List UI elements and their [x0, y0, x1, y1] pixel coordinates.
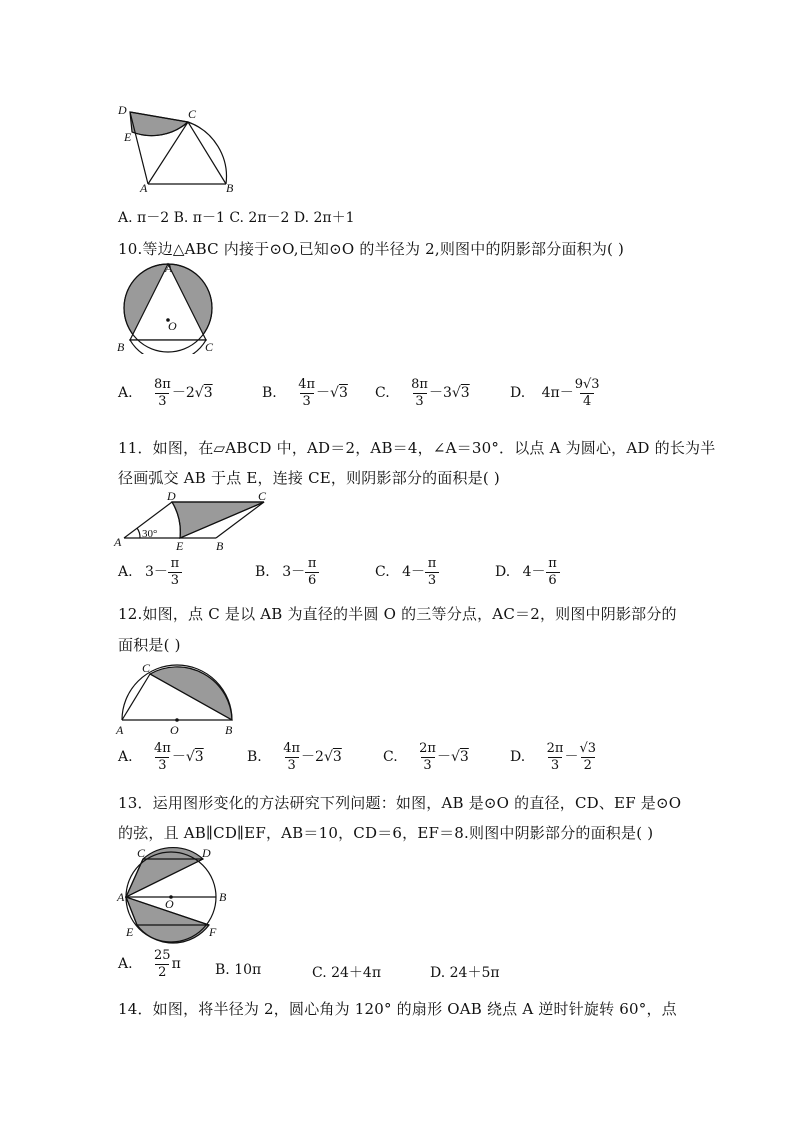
q13-label-a: A [117, 890, 125, 904]
q9-label-b: B [226, 181, 234, 195]
q11-question-line2: 径画弧交 AB 于点 E，连接 CE，则阴影部分的面积是( ) [118, 469, 500, 487]
q11-figure [112, 490, 277, 552]
q13-option-a[interactable]: A. $\frac{25}{2}$ π [118, 948, 181, 980]
q12-shaded-region [150, 667, 232, 720]
q12-label-b: B [225, 723, 233, 737]
q12-question-line1: 12.如图，点 C 是以 AB 为直径的半圆 O 的三等分点，AC＝2，则图中阴影部分的 [118, 605, 677, 623]
q13-label-o: O [165, 897, 174, 911]
q10-label-b: B [117, 340, 125, 354]
q13-option-d[interactable]: D. 24＋5π [430, 965, 500, 981]
q13-option-b[interactable]: B. 10π [215, 962, 262, 978]
q11-option-a[interactable]: A. 3－ $\frac{\pi}{3}$ [118, 557, 182, 587]
q13-question-line1: 13．运用图形变化的方法研究下列问题：如图，AB 是⊙O 的直径，CD、EF 是⊙O [118, 794, 682, 812]
q13-label-f: F [209, 925, 217, 939]
q10-option-a[interactable]: A. $\frac{8\pi}{3}$ －2√3 [118, 377, 213, 409]
q9-label-d: D [118, 103, 127, 117]
q10-label-o: O [168, 319, 177, 333]
q10-option-b[interactable]: B. $\frac{4\pi}{3}$ －√3 [262, 377, 348, 409]
q11-label-angle: 30° [142, 528, 158, 540]
q11-label-e: E [176, 539, 184, 552]
q13-option-c[interactable]: C. 24＋4π [312, 965, 382, 981]
q10-question: 10.等边△ABC 内接于⊙O,已知⊙O 的半径为 2,则图中的阴影部分面积为( ) [118, 240, 625, 258]
q13-label-d: D [202, 846, 211, 860]
q9-figure [112, 100, 247, 195]
q11-option-d[interactable]: D. 4－ $\frac{\pi}{6}$ [495, 557, 560, 587]
q13-figure [112, 845, 242, 945]
q12-question-line2: 面积是( ) [118, 636, 181, 654]
q10-option-c[interactable]: C. $\frac{8\pi}{3}$ －3√3 [375, 377, 470, 409]
q12-label-c: C [142, 661, 151, 675]
q12-option-a[interactable]: A. $\frac{4\pi}{3}$ －√3 [118, 741, 204, 773]
q9-label-a: A [140, 181, 148, 195]
q11-option-c[interactable]: C. 4－ $\frac{\pi}{3}$ [375, 557, 439, 587]
q11-label-a: A [114, 535, 122, 549]
q10-option-d[interactable]: D. 4π－ $\frac{9√3}{4}$ [510, 377, 600, 409]
q13-question-line2: 的弦，且 AB∥CD∥EF，AB＝10，CD＝6，EF＝8.则图中阴影部分的面积是( ) [118, 824, 654, 842]
q13-label-b: B [219, 890, 227, 904]
q12-label-o: O [170, 723, 179, 737]
q10-figure [112, 262, 222, 354]
q12-figure [112, 658, 242, 738]
q10-label-a: A [165, 262, 173, 275]
q11-label-b: B [216, 539, 224, 552]
q9-shaded-region [130, 112, 188, 136]
q13-label-e: E [126, 925, 134, 939]
q12-option-d[interactable]: D. $\frac{2\pi}{3}$ － $\frac{√3}{2}$ [510, 741, 597, 773]
q12-option-c[interactable]: C. $\frac{2\pi}{3}$ －√3 [383, 741, 469, 773]
q12-option-b[interactable]: B. $\frac{4\pi}{3}$ －2√3 [247, 741, 342, 773]
q11-label-d: D [167, 490, 176, 503]
q9-label-c: C [188, 107, 197, 121]
q9-options[interactable]: A. π－2 B. π－1 C. 2π－2 D. 2π＋1 [118, 210, 355, 226]
q9-label-e: E [124, 130, 132, 144]
q13-label-c: C [137, 846, 146, 860]
q11-question-line1: 11．如图，在▱ABCD 中，AD＝2，AB＝4，∠A＝30°．以点 A 为圆心，AD 的长为半 [118, 439, 716, 457]
q10-label-c: C [205, 340, 214, 354]
q14-question-line1: 14．如图，将半径为 2，圆心角为 120° 的扇形 OAB 绕点 A 逆时针旋转 60°，点 [118, 1000, 677, 1018]
q12-label-a: A [116, 723, 124, 737]
q11-label-c: C [258, 490, 267, 503]
q11-option-b[interactable]: B. 3－ $\frac{\pi}{6}$ [255, 557, 319, 587]
